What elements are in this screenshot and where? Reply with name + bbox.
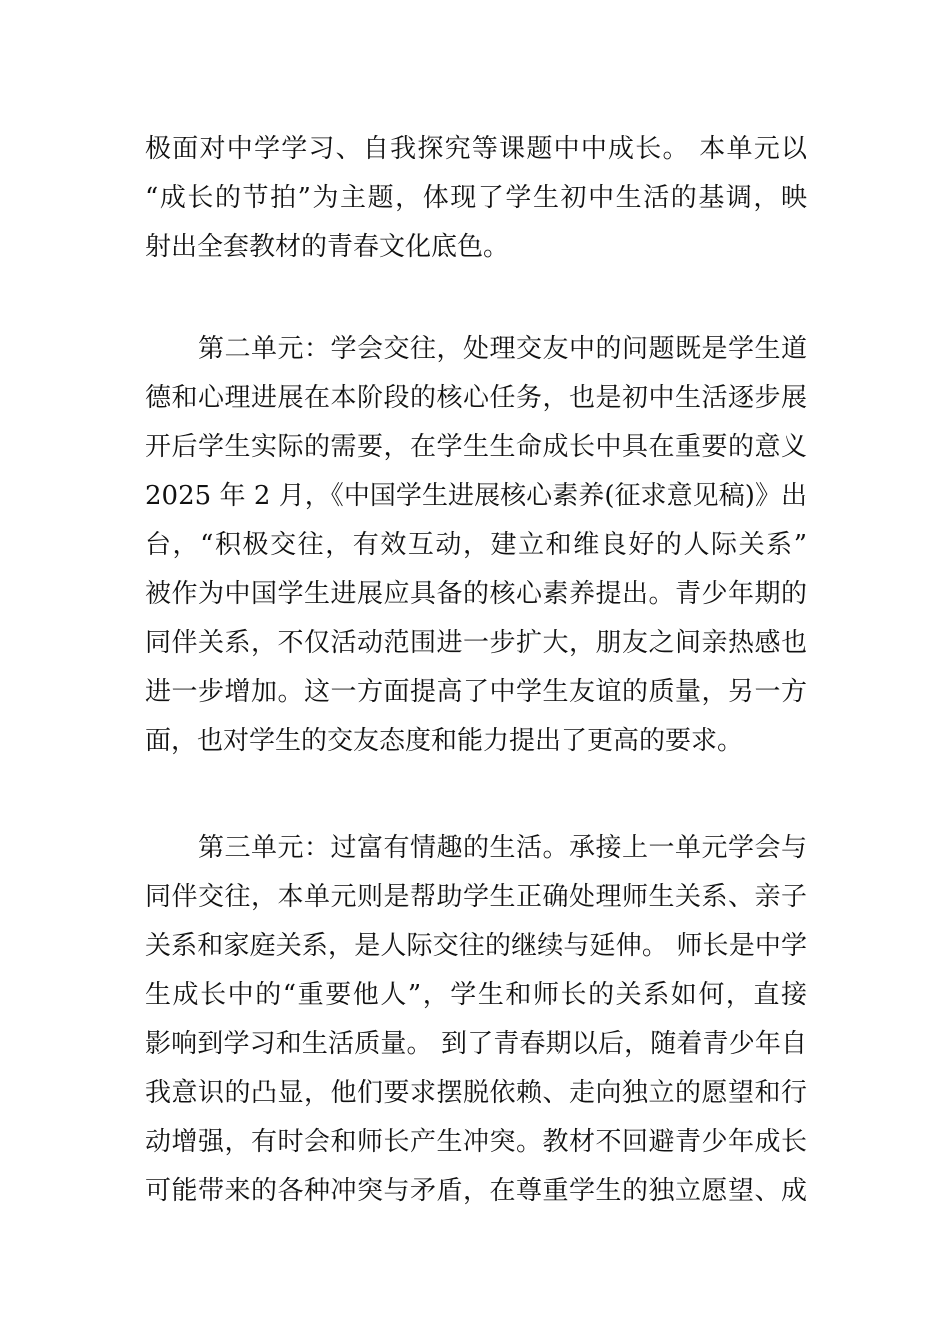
text-line: “成长的节拍”为主题，体现了学生初中生活的基调，映	[145, 183, 807, 213]
paragraph-unit-two	[145, 325, 807, 766]
text-line: 2025 年 2 月，《中国学生进展核心素养(征求意见稿)》出	[145, 481, 807, 511]
text-line: 动增强，有时会和师长产生冲突。教材不回避青少年成长	[145, 1127, 807, 1157]
text-line: 可能带来的各种冲突与矛盾，在尊重学生的独立愿望、成	[145, 1176, 807, 1206]
text-line: 极面对中学学习、自我探究等课题中中成长。 本单元以	[145, 134, 807, 164]
text-line: 同伴关系，不仅活动范围进一步扩大，朋友之间亲热感也	[145, 628, 807, 658]
text-line: 第三单元：过富有情趣的生活。承接上一单元学会与	[145, 833, 807, 863]
text-line: 影响到学习和生活质量。 到了青春期以后，随着青少年自	[145, 1029, 807, 1059]
text-line: 台，“积极交往，有效互动，建立和维良好的人际关系”	[145, 530, 807, 560]
text-line: 同伴交往，本单元则是帮助学生正确处理师生关系、亲子	[145, 882, 807, 912]
text-line: 我意识的凸显，他们要求摆脱依赖、走向独立的愿望和行	[145, 1078, 807, 1108]
text-line: 进一步增加。这一方面提高了中学生友谊的质量，另一方	[145, 677, 807, 707]
paragraph-unit-one-continued	[145, 125, 807, 272]
text-line: 被作为中国学生进展应具备的核心素养提出。青少年期的	[145, 579, 807, 609]
text-line: 关系和家庭关系，是人际交往的继续与延伸。 师长是中学	[145, 931, 807, 961]
paragraph-unit-three	[145, 824, 807, 1216]
text-line: 第二单元：学会交往，处理交友中的问题既是学生道	[145, 334, 807, 364]
text-line: 面，也对学生的交友态度和能力提出了更高的要求。	[145, 726, 744, 756]
text-line: 德和心理进展在本阶段的核心任务，也是初中生活逐步展	[145, 383, 807, 413]
text-line: 生成长中的“重要他人”，学生和师长的关系如何，直接	[145, 980, 807, 1010]
text-line: 射出全套教材的青春文化底色。	[145, 232, 510, 262]
text-line: 开后学生实际的需要，在学生生命成长中具在重要的意义	[145, 432, 807, 462]
